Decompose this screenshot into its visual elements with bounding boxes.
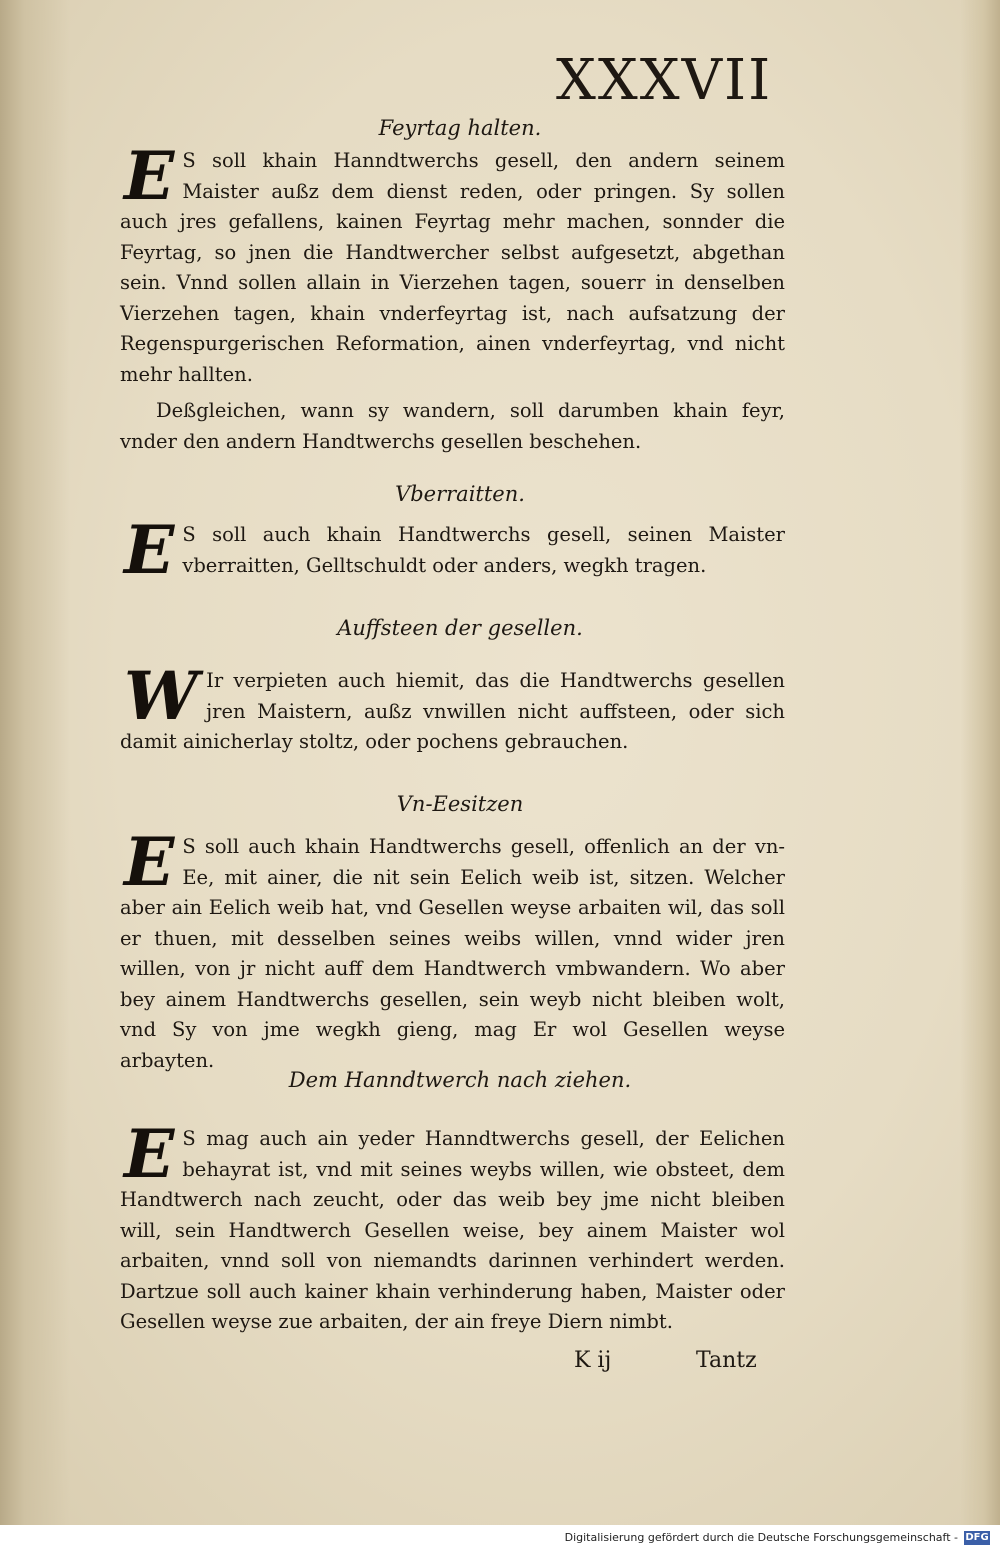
drop-cap: E	[124, 1115, 175, 1193]
section-heading-nach-ziehen: Dem Hanndtwerch nach ziehen.	[288, 1068, 632, 1092]
digitization-credit-text: Digitalisierung gefördert durch die Deutsche Forschungsgemeinschaft -	[564, 1531, 958, 1544]
drop-cap: E	[124, 823, 175, 901]
section-text: Deßgleichen, wann sy wandern, soll darumben khain feyr, vnder den andern Handtwerchs gesellen beschehen.	[120, 399, 785, 453]
section-body-feyrtag	[120, 137, 785, 390]
section-text: S soll auch khain Handtwerchs gesell, seinen Maister vberraitten, Gelltschuldt oder anders, wegkh tragen.	[182, 523, 785, 577]
section-text: S soll auch khain Handtwerchs gesell, offenlich an der vn-Ee, mit ainer, die nit sein Eelich weib ist, sitzen. Welcher aber ain Eelich weib hat, vnd Gesellen weyse arbaiten wil, das soll er thuen, mit desselben seines weibs willen, vnnd wider jren willen, von jr nicht auff dem Handtwerch vmbwandern. Wo aber bey ainem Handtwerchs gesellen, sein weyb nicht bleiben wolt, vnd Sy von jme wegkh gieng, mag Er wol Gesellen weyse arbayten.	[120, 835, 785, 1072]
section-text: S soll khain Hanndtwerchs gesell, den andern seinem Maister außz dem dienst reden, oder pringen. Sy sollen auch jres gefallens, kainen Feyrtag mehr machen, sonnder die Feyrtag, so jnen die Handtwercher selbst aufgesetzt, abgethan sein. Vnnd sollen allain in Vierzehen tagen, souerr in denselben Vierzehen tagen, khain vnderfeyrtag ist, nach aufsatzung der Regenspurgerischen Reformation, ainen vnderfeyrtag, vnd nicht mehr hallten.	[120, 149, 785, 386]
digitization-credit-bar	[0, 1525, 1000, 1551]
section-body-auffsteen	[120, 657, 785, 758]
section-heading-feyrtag: Feyrtag halten.	[378, 116, 542, 140]
section-body-vn-eesitzen	[120, 823, 785, 1076]
page-edge-shadow	[960, 0, 1000, 1525]
section-heading-vberraitten: Vberraitten.	[395, 482, 525, 506]
drop-cap: E	[124, 511, 175, 589]
section-body-nach-ziehen	[120, 1115, 785, 1338]
catchword: Tantz	[696, 1348, 757, 1373]
section-text: S mag auch ain yeder Hanndtwerchs gesell, der Eelichen behayrat ist, vnd mit seines weybs willen, wie obsteet, dem Handtwerch nach zeucht, oder das weib bey jme nicht bleiben will, sein Handtwerch Gesellen weise, bey ainem Maister wol arbaiten, vnnd soll von niemandts darinnen verhindert werden. Dartzue soll auch kainer khain verhinderung haben, Maister oder Gesellen weyse zue arbaiten, der ain freye Diern nimbt.	[120, 1127, 785, 1333]
folio-number: XXXVII	[556, 48, 773, 113]
drop-cap: E	[124, 137, 175, 215]
section-heading-auffsteen: Auffsteen der gesellen.	[337, 616, 583, 640]
section-heading-vn-eesitzen: Vn-Eesitzen	[396, 792, 524, 816]
signature-mark: K ij	[574, 1348, 612, 1373]
dfg-logo-icon: DFG	[965, 1532, 989, 1543]
page-binding-shadow	[0, 0, 70, 1525]
drop-cap: W	[124, 657, 199, 735]
section-body-wandern	[120, 396, 785, 457]
section-text: Ir verpieten auch hiemit, das die Handtwerchs gesellen jren Maistern, außz vnwillen nicht auffsteen, oder sich damit ainicherlay stoltz, oder pochens gebrauchen.	[120, 669, 785, 753]
section-body-vberraitten	[120, 511, 785, 589]
